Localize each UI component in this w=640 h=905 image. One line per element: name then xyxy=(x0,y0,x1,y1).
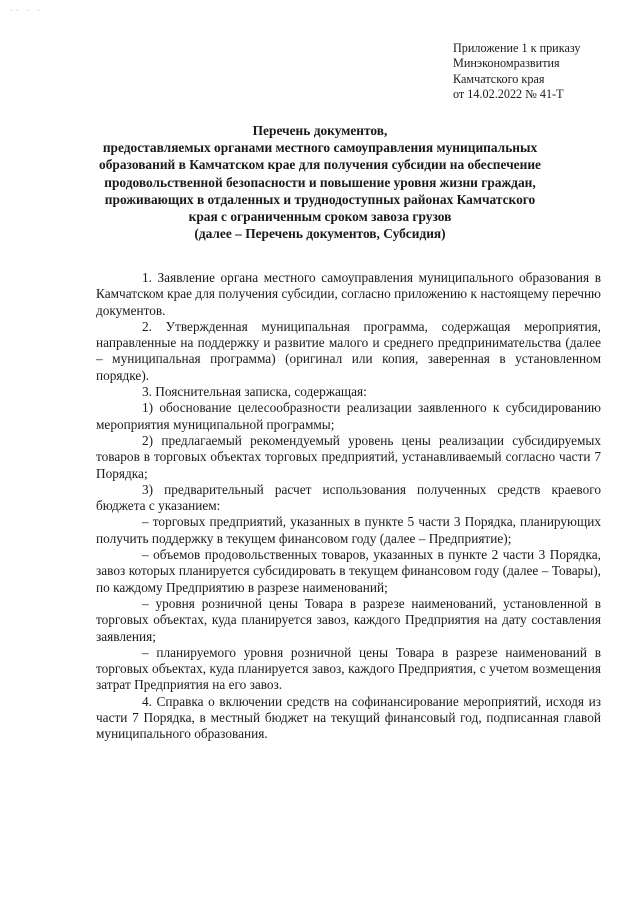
paragraph: – объемов продовольственных товаров, указанных в пункте 2 части 3 Порядка, завоз которых планируется субсидировать в текущем финансовом году (далее – Товары), по каждому Предприятию в разрезе наименований; xyxy=(96,547,601,595)
paragraph: 4. Справка о включении средств на софинансирование мероприятий, исходя из части 7 Порядка, в местный бюджет на текущий финансовый год, подписанная главой муниципального образования. xyxy=(96,693,601,742)
paragraph: 3. Пояснительная записка, содержащая: xyxy=(142,384,367,400)
paragraph: 1) обоснование целесообразности реализации заявленного к субсидированию мероприятия муниципальной программы; xyxy=(96,400,601,432)
title-line: предоставляемых органами местного самоуправления муниципальных xyxy=(102,140,538,156)
document-title xyxy=(80,122,560,242)
paragraph: 2) предлагаемый рекомендуемый уровень цены реализации субсидируемых товаров в торговых объектах торговых предприятий, устанавливаемый согласно части 7 Порядка; xyxy=(96,432,601,481)
appendix-line: Минэкономразвития xyxy=(453,56,560,71)
document-body xyxy=(96,270,601,743)
paragraph: – торговых предприятий, указанных в пункте 5 части 3 Порядка, планирующих получить поддержку в текущем финансовом году (далее – Предприятие); xyxy=(96,514,601,546)
title-line: продовольственной безопасности и повышение уровня жизни граждан, xyxy=(104,174,536,190)
title-line: (далее – Перечень документов, Субсидия) xyxy=(194,226,446,242)
paragraph: 3) предварительный расчет использования полученных средств краевого бюджета с указанием: xyxy=(96,481,601,514)
paragraph: 1. Заявление органа местного самоуправления муниципального образования в Камчатском крае для получения субсидии, согласно приложению к настоящему перечню документов. xyxy=(96,270,601,318)
scan-artifact-marks: ˙˙ ˙ ˙ xyxy=(10,8,43,17)
paragraph: 2. Утвержденная муниципальная программа, содержащая мероприятия, направленные на поддержку и развитие малого и среднего предпринимательства (далее – муниципальная программа) (оригинал или копия, заверенная в установленном порядке). xyxy=(96,318,601,383)
title-line: края с ограниченным сроком завоза грузов xyxy=(188,209,452,225)
title-line: проживающих в отдаленных и труднодоступных районах Камчатского xyxy=(104,191,536,207)
appendix-line: Приложение 1 к приказу xyxy=(453,41,581,55)
appendix-reference xyxy=(453,41,628,102)
paragraph: – уровня розничной цены Товара в разрезе наименований, установленной в торговых объектах, куда планируется завоз, каждого Предприятия на дату составления заявления; xyxy=(96,595,601,644)
appendix-line: от 14.02.2022 № 41-Т xyxy=(453,86,564,101)
title-line: Перечень документов, xyxy=(252,123,388,138)
title-line: образований в Камчатском крае для получения субсидии на обеспечение xyxy=(99,157,541,173)
paragraph: – планируемого уровня розничной цены Товара в разрезе наименований в торговых объектах, куда планируется завоз, каждого Предприятия, с учетом возмещения затрат Предприятия на его завоз. xyxy=(96,644,601,693)
appendix-line: Камчатского края xyxy=(453,71,545,86)
